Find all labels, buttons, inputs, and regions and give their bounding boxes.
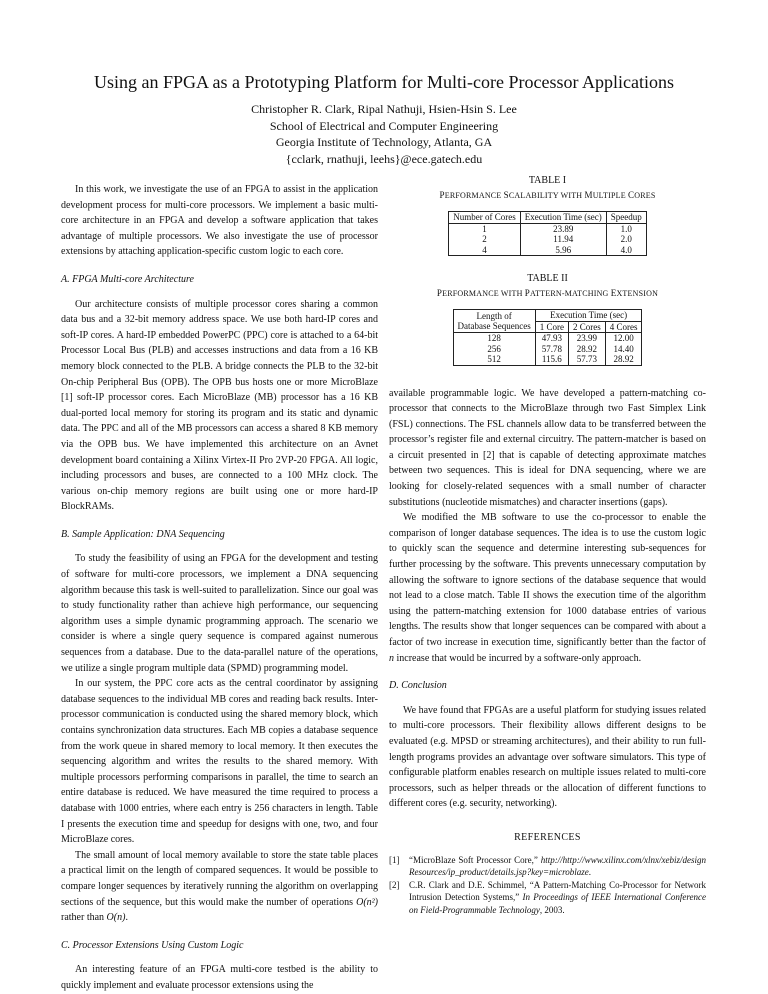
author-names: Christopher R. Clark, Ripal Nathuji, Hsien-Hsin S. Lee [251,102,517,116]
right-paragraph-1: available programmable logic. We have developed a pattern-matching co-processor that connects to the MicroBlaze through two Fast Simplex Link (FSL) connections. The FSL channels allow data to be transferred between the processor’s register file and external circuitry. The pattern-matcher is based on a circuit presented in [2] that is capable of detecting approximate matches between two sequences. This is ideal for DNA sequencing, where we are looking for closely-related sequences with a small number of character substitutions (nucleotide mismatches) and character insertions (gaps). [389,387,706,508]
affiliation-school: School of Electrical and Computer Engineering [269,118,499,133]
reference-number: [2] [389,879,400,890]
table-cell: 14.40 [613,343,634,354]
text-span: , 2003. [539,904,565,915]
table-cell: 4.0 [620,244,632,255]
references-list [389,854,706,917]
table-cell: 57.78 [535,344,568,355]
table-1-label: TABLE I [528,175,567,186]
table-cell: 512 [453,354,535,365]
section-b-heading: B. Sample Application: DNA Sequencing [61,528,225,540]
table-row [453,344,642,355]
text-span: ERFORMANCE WITH [442,289,525,298]
table-2-caption [389,286,706,301]
affiliation-institute: Georgia Institute of Technology, Atlanta, GA [275,135,493,149]
table-cell: 4 [449,245,521,256]
table-1-caption [389,188,706,203]
text-span: ULTIPLE [592,191,629,200]
table-cell: 28.92 [613,354,634,364]
table-2-grid [453,309,643,366]
right-column [389,174,706,916]
table-header-cell: 1 Core [535,321,568,333]
reference-number: [1] [389,854,400,865]
table-header-row [453,310,642,322]
reference-text [409,879,706,917]
table-cell: 256 [453,344,535,355]
text-span: P [436,288,443,298]
table-cell: 115.6 [535,354,568,365]
text-span: . [125,912,128,924]
table-cell: 1 [449,223,521,234]
text-span: P [524,288,530,298]
table-cell: 2.0 [620,234,632,244]
left-column [61,182,378,994]
header-line: Database Sequences [457,321,531,331]
text-span: S [503,190,509,200]
header-line: Length of [476,310,512,321]
section-d-paragraph: We have found that FPGAs are a useful platform for studying issues related to multi-core processors. Their flexibility allows different designs to be evaluated (e.g. MPSD or streaming architectures), and their ability to run full-length programs provides an advantage over software simulators. This type of configurable platform enables research on multiple issues related to multi-core processors, such as helper threads or the allocation of different functions to different cores (e.g. security, networking). [389,704,706,810]
section-c-paragraph: An interesting feature of an FPGA multi-core testbed is the ability to quickly implement and evaluate processor extensions using the [61,964,378,991]
text-span: We modified the MB software to use the co-processor to enable the comparison of longer database sequences. The idea is to use the custom logic to quickly scan the sequence and determine interesting sub-sequences for further processing by the software. This prevents unnecessary computation by allowing the software to ignore sections of the database sequence that would not lead to a close match. Table II shows the execution time of the algorithm using the pattern-matching extension for 1000 database entries of various lengths. The results show that longer sequences can be compared with about a factor of two increase in execution time, significantly better than the factor of [389,512,706,648]
table-cell: 5.96 [520,245,606,256]
table-header-cell: Execution Time (sec) [520,212,606,224]
reference-text [409,854,706,879]
table-header-cell: 4 Cores [605,321,642,333]
table-header-cell: 2 Cores [568,321,605,333]
table-header-cell: Execution Time (sec) [535,310,642,322]
author-email: {cclark, rnathuji, leehs}@ece.gatech.edu [285,151,483,166]
complexity-quadratic: O(n²) [356,896,378,908]
right-paragraph-2 [389,510,706,666]
section-b-paragraph-1: To study the feasibility of using an FPGA for the development and testing of software for multi-core processors, we implement a DNA sequencing algorithm because this task is well-suited to parallelization. Since our goal was to study functionality rather than achieve high performance, our sequencing algorithm uses a simple dynamic programming approach. The scenario we consider is where a single query sequence is compared against numerous sequences from a database. Due to the data-parallel nature of the operations, we utilize a single program multiple data (SPMD) programming model. [61,553,378,674]
text-span: “MicroBlaze Soft Processor Core,” [409,854,541,865]
table-header-cell: Speedup [606,212,646,224]
table-2 [389,272,706,366]
complexity-linear: O(n) [106,912,126,924]
section-a-heading: A. FPGA Multi-core Architecture [61,273,194,285]
table-cell: 12.00 [613,333,634,343]
table-cell: 1.0 [620,223,632,234]
section-c-heading: C. Processor Extensions Using Custom Logic [61,939,244,951]
references-heading: REFERENCES [514,831,581,843]
table-cell: 23.99 [568,333,605,344]
table-row [453,333,642,344]
variable-n: n [389,652,394,664]
text-span: In Proceedings of IEEE International Conference on Field-Programmable Technology [409,892,707,915]
section-b-paragraph-2: In our system, the PPC core acts as the central coordinator by assigning database sequences to the individual MB cores and reading back results. Inter-processor communication is conducted using the shared memory block, which contains synchronization data structures. Each MB copies a database sequence from the work queue in shared memory to local memory. It then executes the sequencing algorithm and writes the results to the shared memory. With multiple processors performing comparisons in parallel, the time to search an entire database is reduced. We have measured the time required to process a database with 1000 entries, where each entry is 256 characters in length. Table I presents the execution time and speedup for designs with one, two, and four MicroBlaze cores. [61,678,378,846]
text-span: ERFORMANCE [444,191,504,200]
section-d-heading: D. Conclusion [389,680,447,692]
table-cell: 2 [449,234,521,245]
text-span: E [610,288,617,298]
table-header-cell: Number of Cores [449,212,521,224]
text-span: CALABILITY WITH [508,191,585,200]
table-cell: 128 [453,333,535,344]
text-span: increase that would be incurred by a software-only approach. [394,652,642,664]
table-cell: 23.89 [520,223,606,234]
table-1-grid [448,211,647,256]
table-row [449,223,647,234]
paper-title: Using an FPGA as a Prototyping Platform for Multi-core Processor Applications [94,72,674,92]
table-row [449,234,647,245]
reference-item [389,854,706,879]
text-span: C.R. Clark and D.E. Schimmel, “A Pattern-Matching Co-Processor for Network Intrusion Detection Systems,” [409,879,706,903]
table-header-cell [453,310,535,333]
reference-url[interactable]: http://http://www.xilinx.com/xlnx/xebiz/designResources/ip_product/details.jsp?key=microblaze [409,854,706,878]
table-row [453,354,642,365]
text-span: ORES [634,191,656,200]
section-b-paragraph-3 [61,848,378,926]
author-block [0,101,768,167]
intro-paragraph: In this work, we investigate the use of an FPGA to assist in the application development process for multi-core processors. We implement a basic multi-core architecture in an FPGA and develop a software application that takes advantage of multiple processors. We also investigate the use of processor extensions by attaching application-specific custom logic to each core. [61,184,378,258]
text-span: XTENSION [616,289,659,298]
text-span: C [628,190,635,200]
table-cell: 28.92 [568,344,605,355]
section-a-paragraph: Our architecture consists of multiple processor cores sharing a common data bus and a 32-bit memory address space. We use both hard-IP cores and soft-IP cores. A hard-IP embedded PowerPC (PPC) core is attached to a 64-bit Processor Local Bus (PLB) and accesses instructions and data from a 16 KB memory block connected to the PLB. A bridge connects the PLB to the 32-bit On-chip Peripheral Bus (OPB). The OPB bus hosts one or more MicroBlaze [1] soft-IP processor cores. Each MicroBlaze (MB) processor has a 16 KB dual-ported local memory for storing its program and its static and dynamic data. The PPC and all of the MB processors can access a shared 8 KB memory via the OPB bus. We have implemented this architecture on an Avnet development board containing a Xilinx Virtex-II Pro 2VP-20 FPGA. All logic, including processors and buses, are connected to a 100 MHz clock. The various on-chip memory regions are built using one or more hard-IP BlockRAMs. [61,298,378,513]
text-span: . [588,867,592,878]
table-1 [389,174,706,256]
table-2-label: TABLE II [527,273,568,284]
table-header-row [449,212,647,224]
text-span: P [439,190,445,200]
reference-item [389,879,706,917]
text-span: The small amount of local memory available to store the state table places a practical limit on the length of compared sequences. It would be possible to compare longer sequences by iteratively running the algorithm on overlapping sections of the sequence, but this would make the number of operations [61,849,378,908]
table-row [449,245,647,256]
table-cell: 47.93 [535,333,568,344]
text-span: M [584,190,593,200]
table-cell: 57.73 [568,354,605,365]
table-cell: 11.94 [520,234,606,245]
text-span: rather than [61,912,107,924]
text-span: ATTERN-MATCHING [529,289,611,298]
